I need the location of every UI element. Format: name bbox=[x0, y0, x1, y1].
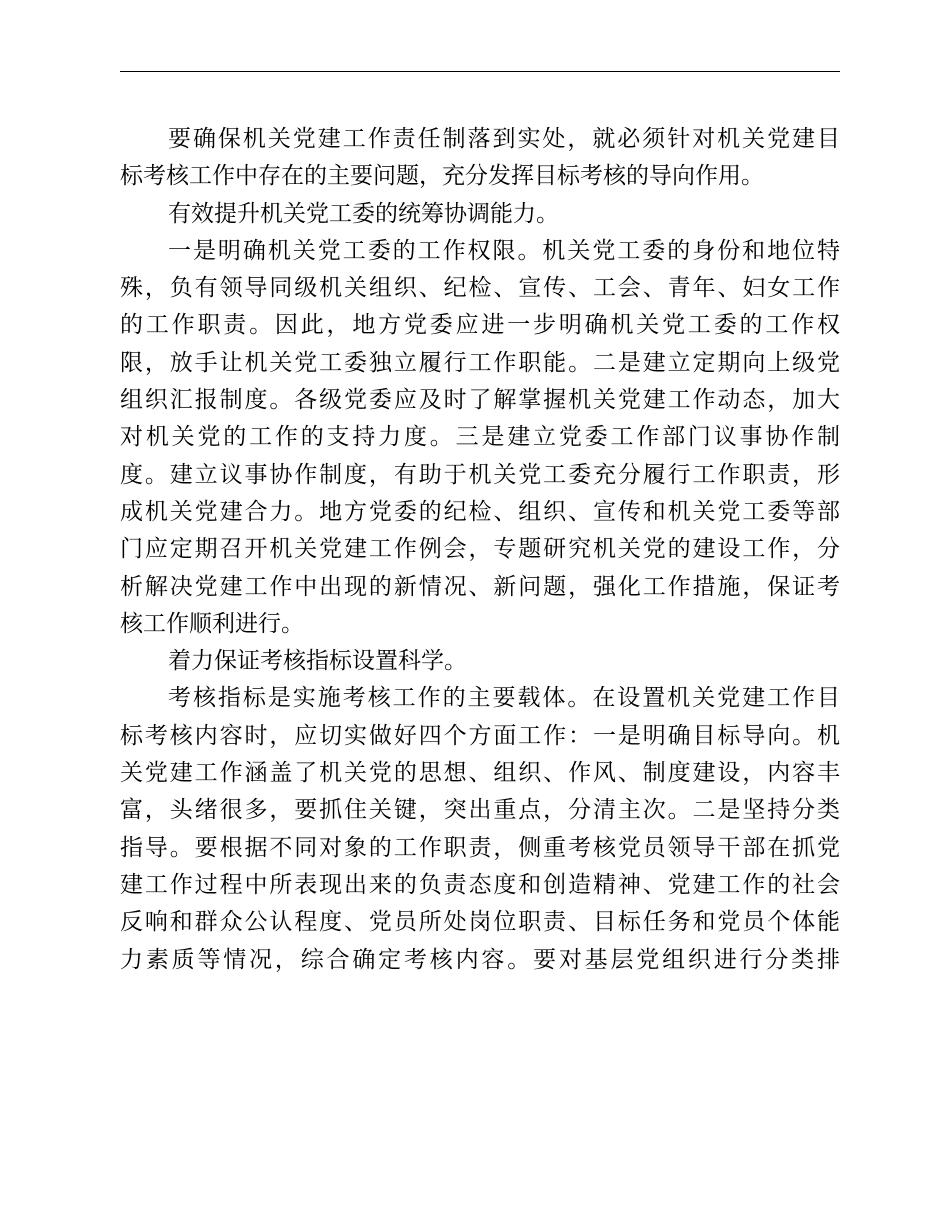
text-line: 度。建立议事协作制度，有助于机关党工委充分履行工作职责，形 bbox=[120, 461, 840, 488]
text-line: 组织汇报制度。各级党委应及时了解掌握机关党建工作动态，加大 bbox=[120, 387, 840, 414]
text-line: 殊，负有领导同级机关组织、纪检、宣传、工会、青年、妇女工作 bbox=[120, 275, 840, 302]
text-line: 考核指标是实施考核工作的主要载体。在设置机关党建工作目 bbox=[168, 685, 840, 712]
text-line: 着力保证考核指标设置科学。 bbox=[168, 648, 467, 675]
header-rule bbox=[120, 71, 840, 72]
text-line: 关党建工作涵盖了机关党的思想、组织、作风、制度建设，内容丰 bbox=[120, 760, 840, 787]
text-line: 门应定期召开机关党建工作例会，专题研究机关党的建设工作，分 bbox=[120, 536, 840, 563]
text-line: 析解决党建工作中出现的新情况、新问题，强化工作措施，保证考 bbox=[120, 573, 840, 600]
body-text bbox=[120, 121, 840, 979]
text-line: 要确保机关党建工作责任制落到实处，就必须针对机关党建目 bbox=[168, 126, 840, 152]
text-line: 核工作顺利进行。 bbox=[120, 610, 304, 637]
text-line: 一是明确机关党工委的工作权限。机关党工委的身份和地位特 bbox=[168, 237, 840, 264]
text-line: 成机关党建合力。地方党委的纪检、组织、宣传和机关党工委等部 bbox=[120, 498, 840, 525]
text-line: 富，头绪很多，要抓住关键，突出重点，分清主次。二是坚持分类 bbox=[120, 797, 840, 824]
text-line: 建工作过程中所表现出来的负责态度和创造精神、党建工作的社会 bbox=[120, 871, 840, 898]
text-line: 限，放手让机关党工委独立履行工作职能。二是建立定期向上级党 bbox=[120, 349, 840, 376]
text-line: 标考核内容时，应切实做好四个方面工作：一是明确目标导向。机 bbox=[120, 722, 840, 749]
text-line: 对机关党的工作的支持力度。三是建立党委工作部门议事协作制 bbox=[120, 424, 840, 451]
text-line: 指导。要根据不同对象的工作职责，侧重考核党员领导干部在抓党 bbox=[120, 834, 840, 861]
text-line: 的工作职责。因此，地方党委应进一步明确机关党工委的工作权 bbox=[120, 312, 840, 339]
text-line: 标考核工作中存在的主要问题，充分发挥目标考核的导向作用。 bbox=[120, 163, 764, 190]
text-line: 反响和群众公认程度、党员所处岗位职责、目标任务和党员个体能 bbox=[120, 909, 840, 936]
text-line: 有效提升机关党工委的统筹协调能力。 bbox=[168, 200, 559, 227]
text-line: 力素质等情况，综合确定考核内容。要对基层党组织进行分类排 bbox=[120, 946, 840, 973]
